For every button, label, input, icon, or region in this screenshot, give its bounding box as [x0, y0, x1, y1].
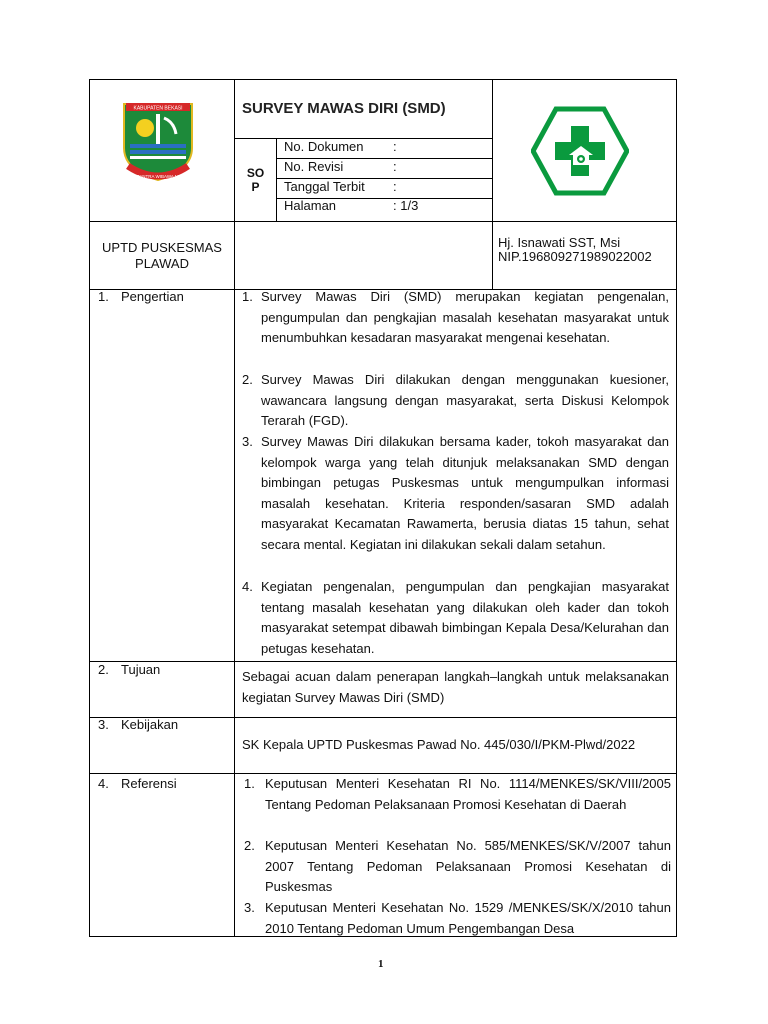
section-number-pengertian: 1.: [98, 289, 109, 304]
referensi-item-3: Keputusan Menteri Kesehatan No. 1529 /MENKES/SK/X/2010 tahun 2010 Tentang Pedoman Umum Pengembangan Desa: [265, 900, 671, 936]
field-value-halaman: : 1/3: [393, 198, 419, 213]
organization-name: UPTD PUSKESMAS PLAWAD: [102, 240, 222, 271]
list-item-number: 3.: [244, 900, 255, 915]
emblem-banner-text: KABUPATEN BEKASI: [133, 105, 183, 112]
emblem-ribbon-text: SWATANTRA WIBAWA MUKTI: [127, 174, 189, 179]
pengertian-item-2: Survey Mawas Diri dilakukan dengan menggunakan kuesioner, wawancara langsung dengan masyarakat, serta Diskusi Kelompok Terarah (FGD).: [261, 372, 669, 429]
list-item-number: 3.: [242, 434, 253, 449]
pengertian-item-4: Kegiatan pengenalan, pengumpulan dan pengkajian masyarakat tentang masalah kesehatan yang dilakukan oleh kader dan tokoh masyarakat setempat dibawah bimbingan Kepala Desa/Kelurahan dan petugas kesehatan.: [261, 579, 669, 656]
section-number-tujuan: 2.: [98, 662, 109, 677]
puskesmas-logo: [531, 106, 629, 196]
signer-name: Hj. Isnawati SST, Msi: [498, 235, 621, 250]
referensi-item-1: Keputusan Menteri Kesehatan RI No. 1114/MENKES/SK/VIII/2005 Tentang Pedoman Pelaksanaan Promosi Kesehatan di Daerah: [265, 776, 671, 812]
field-label-halaman: Halaman: [284, 198, 337, 213]
section-label-kebijakan: Kebijakan: [121, 717, 179, 732]
kabupaten-emblem-logo: [118, 100, 198, 188]
section-label-pengertian: Pengertian: [121, 289, 184, 304]
field-value-no-revisi: :: [393, 159, 397, 174]
section-label-tujuan: Tujuan: [121, 662, 161, 677]
list-item-number: 2.: [242, 372, 253, 387]
field-label-no-dokumen: No. Dokumen: [284, 139, 364, 154]
tujuan-text: Sebagai acuan dalam penerapan langkah–langkah untuk melaksanakan kegiatan Survey Mawas Diri (SMD): [242, 669, 669, 705]
referensi-item-2: Keputusan Menteri Kesehatan No. 585/MENKES/SK/V/2007 tahun 2007 Tentang Pedoman Pelaksanaan Promosi Kesehatan di Puskesmas: [265, 838, 671, 895]
kebijakan-text: SK Kepala UPTD Puskesmas Pawad No. 445/030/I/PKM-Plwd/2022: [242, 737, 636, 752]
section-number-kebijakan: 3.: [98, 717, 109, 732]
signer-nip: NIP.196809271989022002: [498, 249, 652, 264]
pengertian-item-1: Survey Mawas Diri (SMD) merupakan kegiatan pengenalan, pengumpulan dan pengkajian masalah kesehatan masyarakat untuk menumbuhkan kesadaran masyarakat mengenai kesehatan.: [261, 289, 669, 346]
sop-label: SO P: [246, 166, 265, 194]
field-label-tanggal-terbit: Tanggal Terbit: [284, 179, 365, 194]
field-value-tanggal-terbit: :: [393, 179, 397, 194]
document-title: SURVEY MAWAS DIRI (SMD): [242, 100, 446, 117]
field-label-no-revisi: No. Revisi: [284, 159, 344, 174]
list-item-number: 1.: [242, 289, 253, 304]
page-number: 1: [378, 958, 384, 970]
list-item-number: 2.: [244, 838, 255, 853]
pengertian-item-3: Survey Mawas Diri dilakukan bersama kader, tokoh masyarakat dan kelompok warga yang telah ditunjuk melaksanakan SMD dengan bimbingan petugas Puskesmas untuk mengumpulkan informasi masalah kesehatan. Kriteria responden/sasaran SMD adalah masyarakat Kecamatan Rawamerta, berusia diatas 15 tahun, sehat secara mental. Kegiatan ini dilakukan sekali dalam setahun.: [261, 434, 669, 552]
list-item-number: 4.: [242, 579, 253, 594]
section-label-referensi: Referensi: [121, 776, 177, 791]
list-item-number: 1.: [244, 776, 255, 791]
field-value-no-dokumen: :: [393, 139, 397, 154]
section-number-referensi: 4.: [98, 776, 109, 791]
